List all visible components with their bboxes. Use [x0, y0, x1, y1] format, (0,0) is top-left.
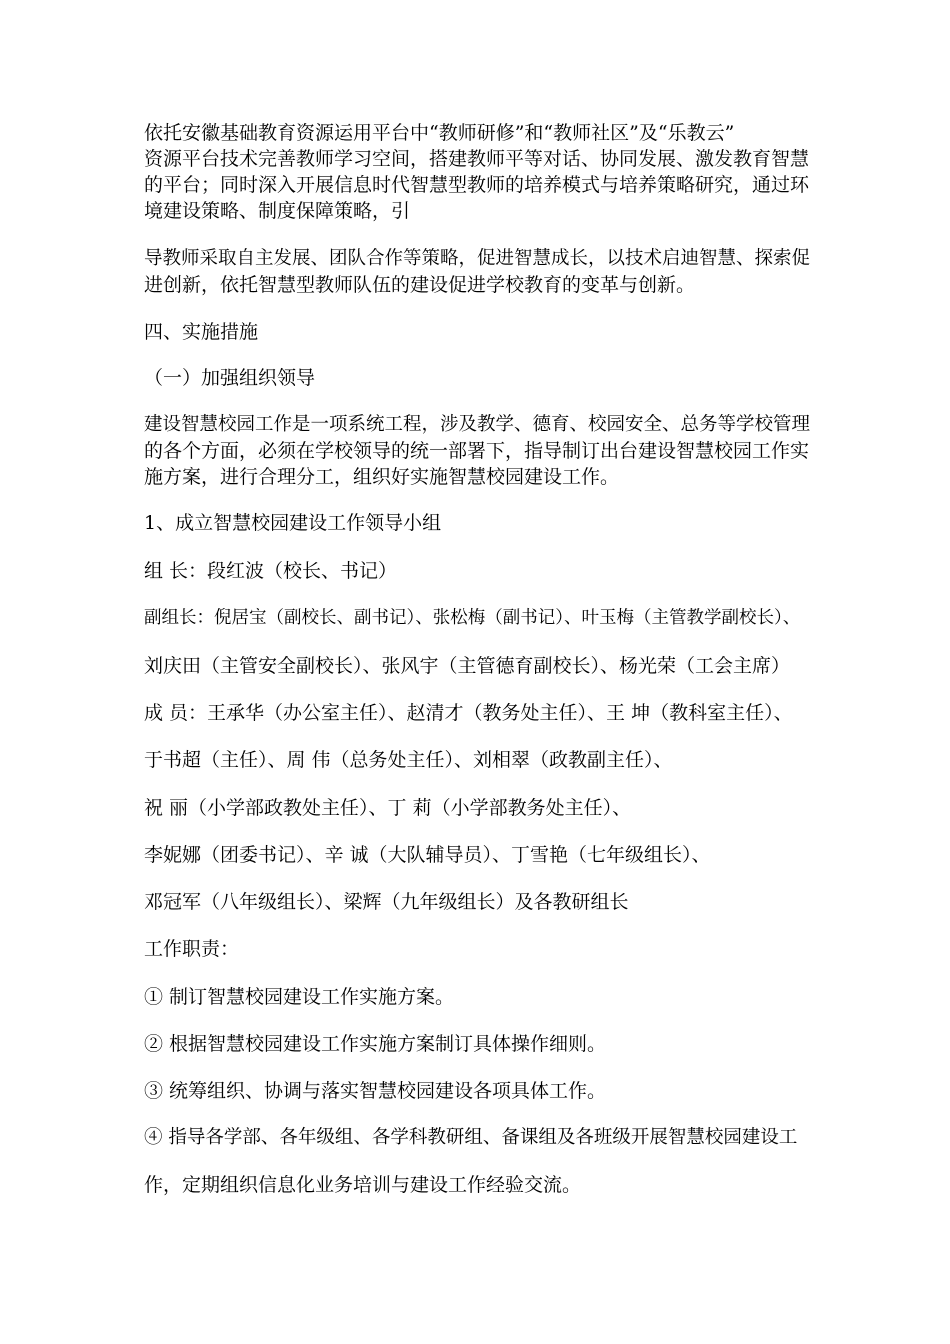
duty-item-4-continued — [144, 1172, 814, 1198]
text-line: 境建设策略、制度保障策略，引 — [144, 200, 411, 222]
text-line: 施方案，进行合理分工，组织好实施智慧校园建设工作。 — [144, 466, 620, 488]
text-line: 李妮娜（团委书记）、辛 诚（大队辅导员）、丁雪艳（七年级组长）、 — [144, 844, 711, 866]
text-line: 组 长：段红波（校长、书记） — [144, 560, 398, 582]
text-line: ④ 指导各学部、各年级组、各学科教研组、备课组及各班级开展智慧校园建设工 — [144, 1127, 798, 1148]
text-line: 导教师采取自主发展、团队合作等策略，促进智慧成长，以技术启迪智慧、探索促 — [144, 248, 811, 269]
text-line: 邓冠军（八年级组长）、梁辉（九年级组长）及各教研组长 — [144, 891, 629, 913]
duties-title — [144, 936, 814, 962]
duty-item-4 — [144, 1125, 814, 1151]
paragraph-smart-campus — [144, 412, 814, 490]
duty-item-1 — [144, 984, 814, 1010]
heading-text: 工作职责： — [144, 938, 240, 960]
members-line-5 — [144, 889, 814, 915]
text-line: 依托安徽基础教育资源运用平台中“教师研修”和“教师社区”及“乐教云” — [144, 122, 735, 144]
text-line: 建设智慧校园工作是一项系统工程，涉及教学、德育、校园安全、总务等学校管理 — [144, 414, 811, 435]
vice-leader-line-2 — [144, 653, 814, 679]
members-line-4 — [144, 842, 814, 868]
paragraph-guide-teachers — [144, 246, 814, 298]
text-line: ② 根据智慧校园建设工作实施方案制订具体操作细则。 — [144, 1033, 607, 1055]
text-line: 副组长：倪居宝（副校长、副书记）、张松梅（副书记）、叶玉梅（主管教学副校长）、 — [144, 608, 801, 628]
text-line: 资源平台技术完善教师学习空间，搭建教师平等对话、协同发展、激发教育智慧 — [144, 148, 810, 170]
duty-item-3 — [144, 1078, 814, 1104]
text-line: 的各个方面，必须在学校领导的统一部署下，指导制订出台建设智慧校园工作实 — [144, 440, 810, 462]
subsection-heading-1 — [144, 365, 814, 391]
heading-text: 1、成立智慧校园建设工作领导小组 — [144, 512, 442, 534]
item-heading-1 — [144, 510, 814, 536]
leader-line — [144, 558, 814, 584]
heading-text: （一）加强组织领导 — [144, 367, 316, 389]
members-line-1 — [144, 700, 814, 726]
duty-item-2 — [144, 1031, 814, 1057]
text-line: 刘庆田（主管安全副校长）、张风宇（主管德育副校长）、杨光荣（工会主席） — [144, 655, 791, 677]
vice-leader-line-1 — [144, 605, 814, 631]
heading-text: 四、实施措施 — [144, 321, 259, 343]
section-heading-4 — [144, 319, 814, 345]
text-line: 进创新，依托智慧型教师队伍的建设促进学校教育的变革与创新。 — [144, 274, 696, 296]
text-line: ① 制订智慧校园建设工作实施方案。 — [144, 986, 455, 1008]
text-line: ③ 统筹组织、协调与落实智慧校园建设各项具体工作。 — [144, 1080, 607, 1102]
text-line: 成 员：王承华（办公室主任）、赵清才（教务处主任）、王 坤（教科室主任）、 — [144, 702, 793, 724]
text-line: 于书超（主任）、周 伟（总务处主任）、刘相翠（政教副主任）、 — [144, 749, 673, 771]
members-line-2 — [144, 747, 814, 773]
text-line: 的平台；同时深入开展信息时代智慧型教师的培养模式与培养策略研究，通过环 — [144, 174, 810, 196]
text-line: 作，定期组织信息化业务培训与建设工作经验交流。 — [144, 1174, 582, 1196]
text-line: 祝 丽（小学部政教处主任）、丁 莉（小学部教务处主任）、 — [144, 797, 632, 819]
members-line-3 — [144, 795, 814, 821]
paragraph-platform — [144, 120, 814, 224]
